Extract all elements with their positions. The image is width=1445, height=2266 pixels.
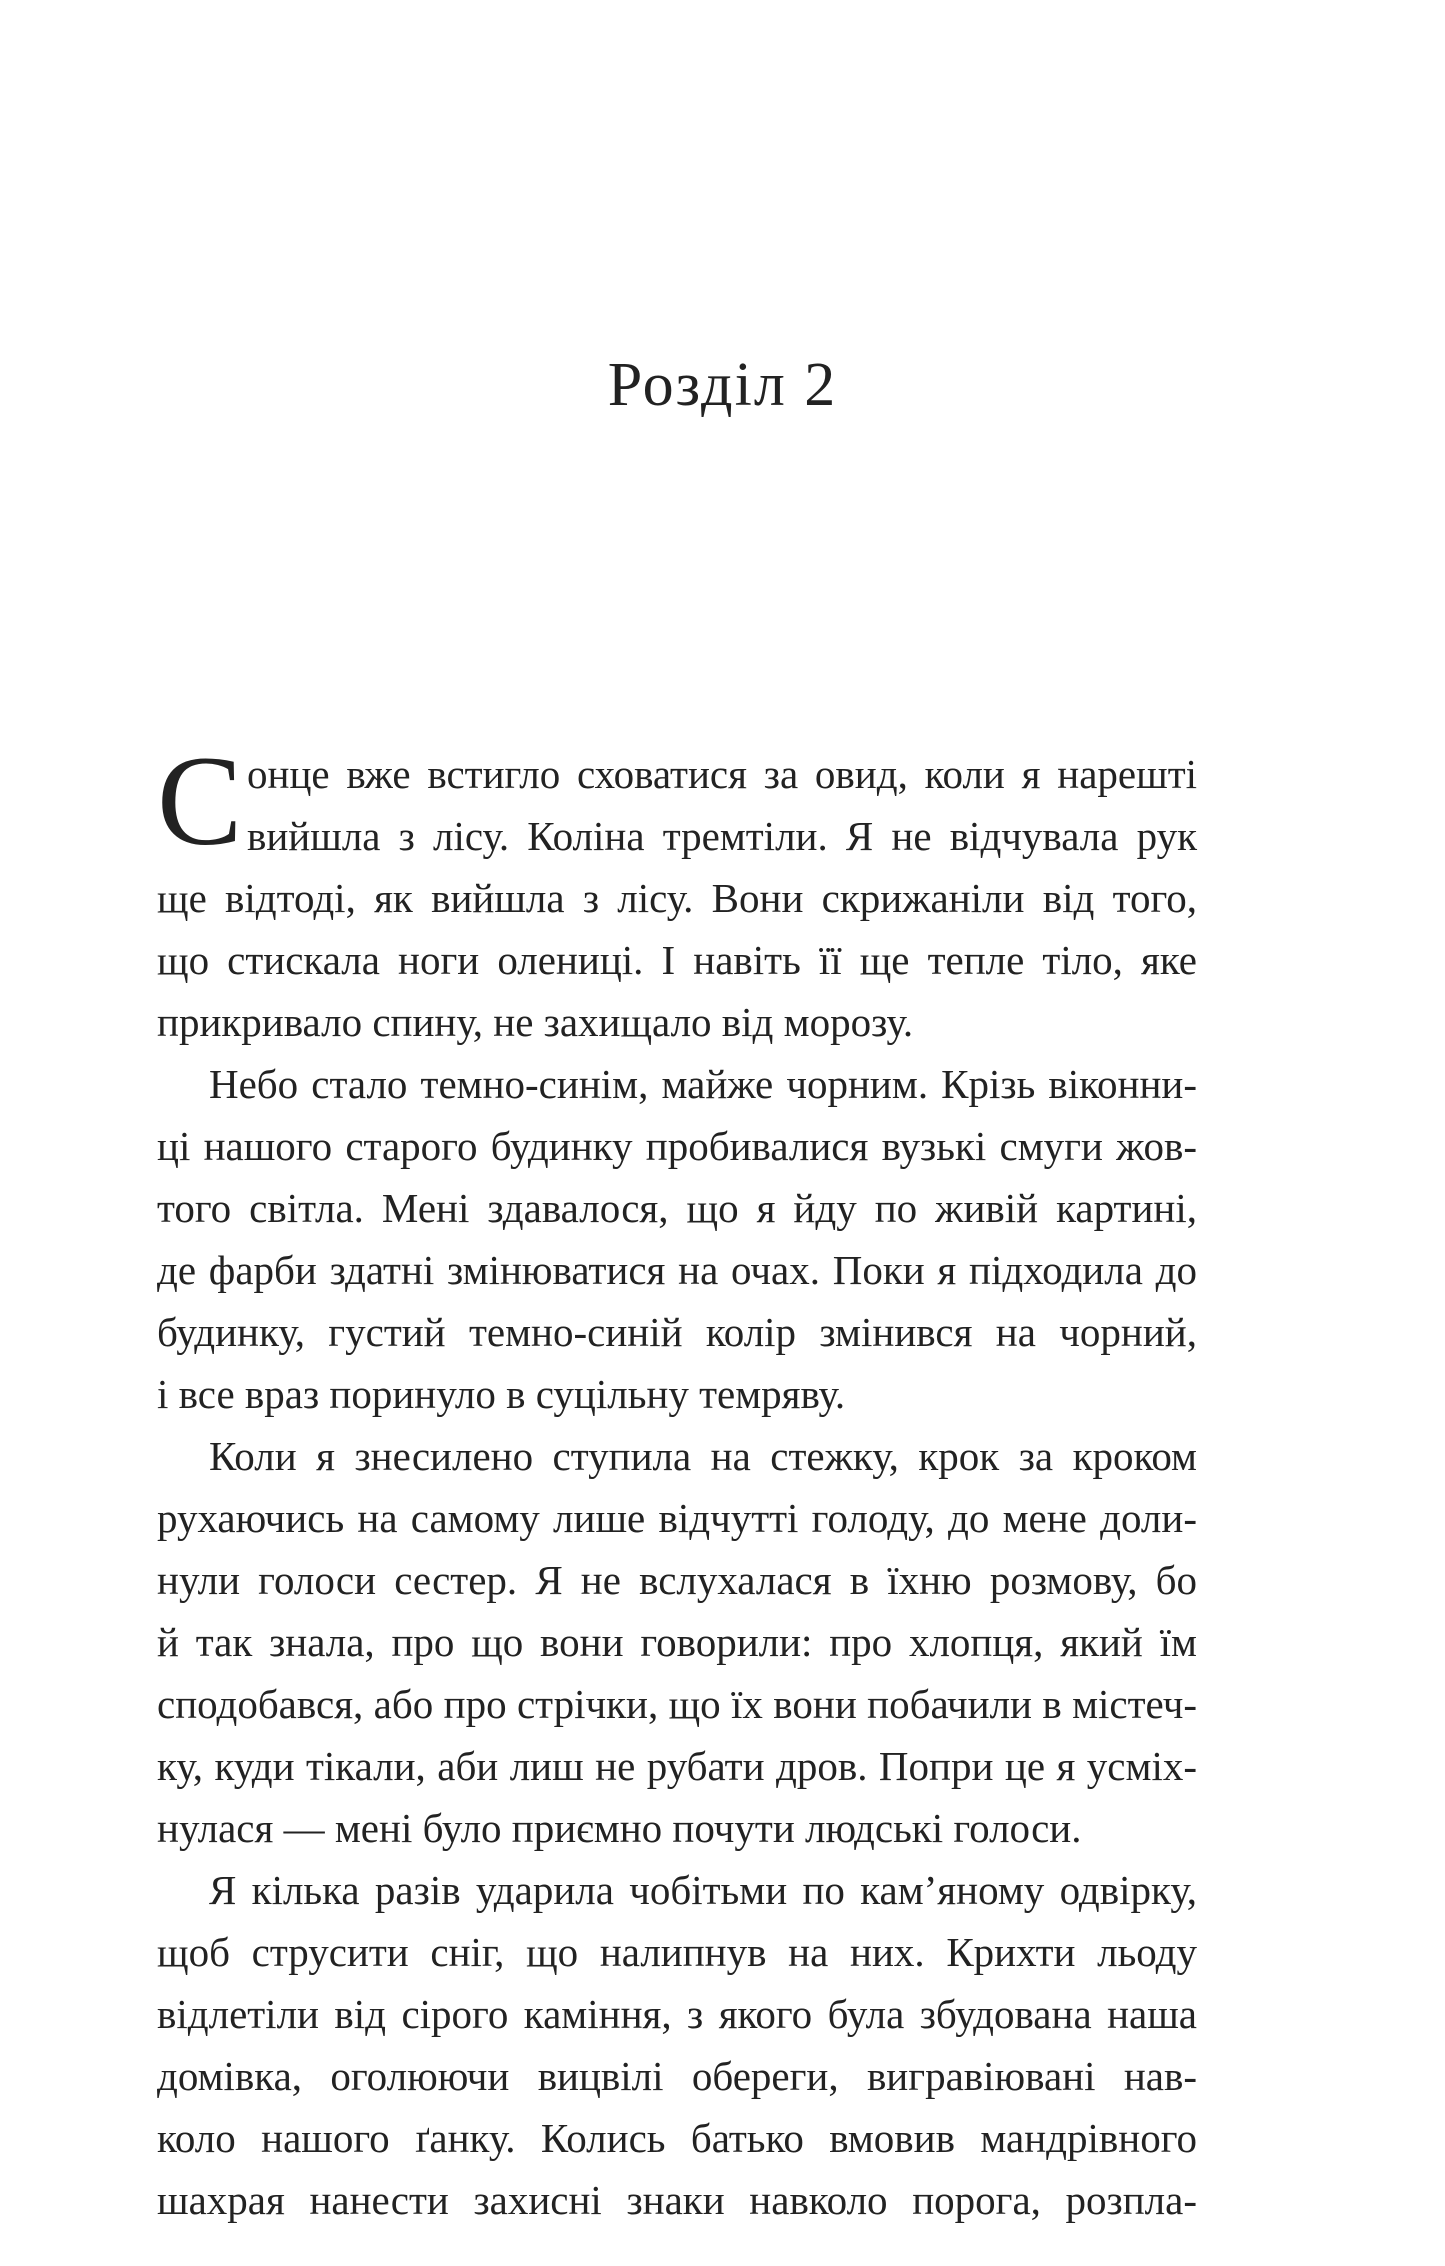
text-line: Я кілька разів ударила чобітьми по кам’яному одвірку, (209, 1867, 1197, 1913)
text-line: щоб струсити сніг, що налипнув на них. Крихти льоду (157, 1929, 1197, 1975)
text-line: ці нашого старого будинку пробивалися вузькі смуги жов- (157, 1123, 1197, 1169)
text-line: Небо стало темно-синім, майже чорним. Крізь віконни- (209, 1061, 1197, 1107)
text-line: ще відтоді, як вийшла з лісу. Вони скрижаніли від того, (157, 875, 1197, 921)
text-line: що стискала ноги олениці. І навіть її ще тепле тіло, яке (157, 937, 1197, 983)
text-line: нули голоси сестер. Я не вслухалася в їхню розмову, бо (157, 1557, 1197, 1603)
text-line: вийшла з лісу. Коліна тремтіли. Я не відчувала рук (247, 813, 1197, 859)
text-line: і все враз поринуло в суцільну темряву. (157, 1371, 846, 1417)
text-line: будинку, густий темно-синій колір змінився на чорний, (157, 1309, 1197, 1355)
chapter-body (157, 743, 1197, 2231)
text-line: шахрая нанести захисні знаки навколо порога, розпла- (157, 2177, 1197, 2223)
text-line: рухаючись на самому лише відчутті голоду, до мене доли- (157, 1495, 1197, 1541)
text-line: ку, куди тікали, аби лиш не рубати дров. Попри це я усміх- (157, 1743, 1197, 1789)
text-line: прикривало спину, не захищало від морозу. (157, 999, 914, 1045)
text-line: коло нашого ґанку. Колись батько вмовив мандрівного (157, 2115, 1197, 2161)
text-line: сподобався, або про стрічки, що їх вони побачили в містеч- (157, 1681, 1197, 1727)
text-line: Коли я знесилено ступила на стежку, крок за кроком (209, 1433, 1197, 1479)
drop-cap: С (157, 730, 243, 872)
text-line: того світла. Мені здавалося, що я йду по живій картині, (157, 1185, 1197, 1231)
text-line: нулася — мені було приємно почути людські голоси. (157, 1805, 1082, 1851)
chapter-title: Розділ 2 (607, 351, 838, 419)
text-line: де фарби здатні змінюватися на очах. Поки я підходила до (157, 1247, 1197, 1293)
text-line: домівка, оголюючи вицвілі обереги, вигравіювані нав- (157, 2053, 1197, 2099)
text-line: й так знала, про що вони говорили: про хлопця, який їм (157, 1619, 1197, 1665)
text-line: онце вже встигло сховатися за овид, коли я нарешті (247, 751, 1197, 797)
text-line: відлетіли від сірого каміння, з якого була збудована наша (157, 1991, 1197, 2037)
